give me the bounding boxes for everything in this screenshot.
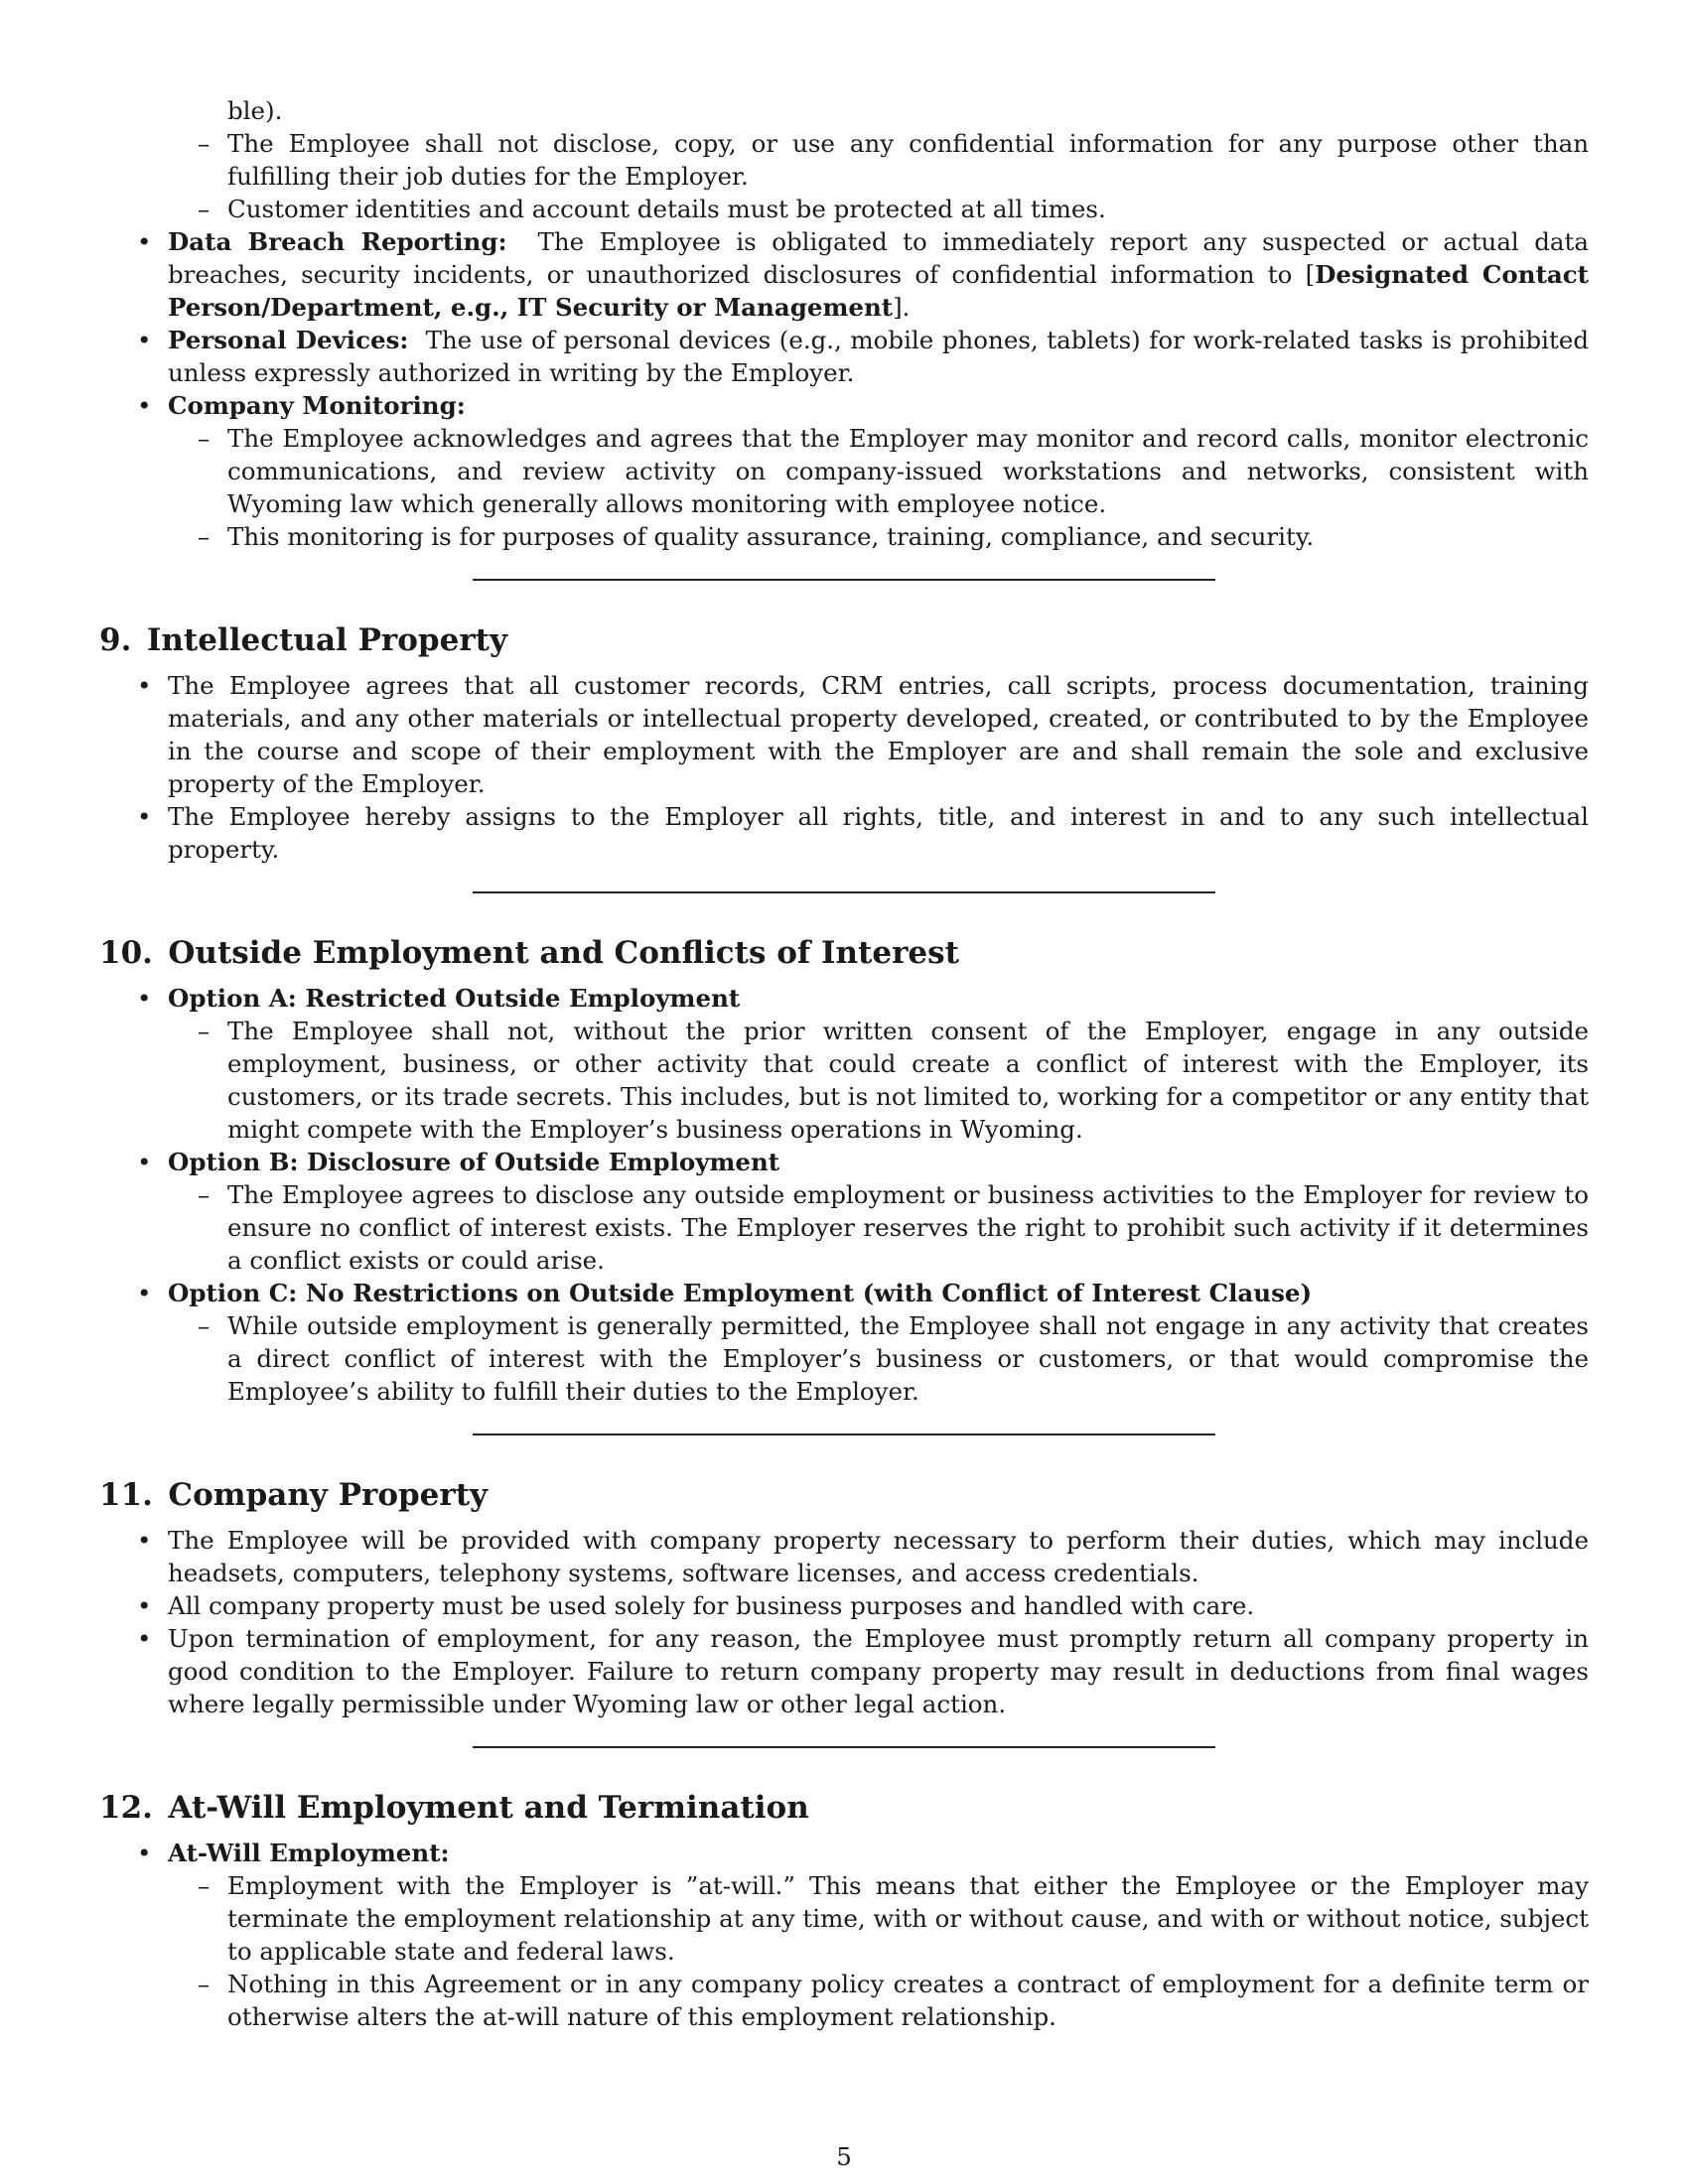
section-9-list: [99, 669, 1589, 866]
security-list: [99, 225, 1589, 553]
dash-marker: –: [198, 1180, 211, 1209]
dash-marker: –: [198, 1311, 211, 1340]
bullet-marker: •: [137, 1526, 152, 1555]
list-item: – The Employee shall not, without the prior written consent of the Employer, engage in any outside employment, business, or other activity that could create a conflict of interest with the Employer, its customers, or its trade secrets. This includes, but is not limited to, working for a competitor or any entity that might compete with the Employer’s business operations in Wyoming.: [198, 1017, 1589, 1144]
list-item: • Upon termination of employment, for any reason, the Employee must promptly return all company property in good condition to the Employer. Failure to return company property may result in deductions from final wages where legally permissible under Wyoming law or other legal action.: [137, 1624, 1589, 1718]
bullet-marker: •: [137, 1839, 152, 1867]
section-11-title: 11. Company Property: [99, 1477, 489, 1513]
dash-marker: –: [198, 1017, 211, 1045]
list-item: – Nothing in this Agreement or in any company policy creates a contract of employment for a definite term or otherwise alters the at-will nature of this employment relationship.: [198, 1970, 1589, 2031]
list-item: • The Employee will be provided with company property necessary to perform their duties, which may include headsets, computers, telephony systems, software licenses, and access credentials.: [137, 1526, 1589, 1587]
list-item: • All company property must be used solely for business purposes and handled with care.: [137, 1591, 1255, 1620]
bullet-marker: •: [137, 1624, 152, 1653]
monitoring-sub-list: [99, 422, 1589, 553]
section-11-list: [99, 1524, 1589, 1720]
bullet-marker: •: [137, 391, 152, 420]
at-will-label: At-Will Employment:: [168, 1839, 450, 1867]
data-breach-item: • Data Breach Reporting: The Employee is obligated to immediately report any suspected or actual data breaches, security incidents, or unauthorized disclosures of confidential information to [Designated Contact Person/Department, e.g., IT Security or Management].: [137, 227, 1589, 322]
list-item: – While outside employment is generally permitted, the Employee shall not engage in any activity that creates a direct conflict of interest with the Employer’s business or customers, or that would compromise the Employee’s ability to fulfill their duties to the Employer.: [198, 1311, 1589, 1406]
page-number: 5: [836, 2142, 852, 2171]
option-c-item: [99, 1277, 1589, 1408]
list-item: • The Employee hereby assigns to the Employer all rights, title, and interest in and to any such intellectual property.: [137, 802, 1589, 864]
dash-marker: –: [198, 1871, 211, 1900]
company-monitoring-item: [99, 389, 1589, 553]
list-item: • The Employee agrees that all customer records, CRM entries, call scripts, process documentation, training materials, and any other materials or intellectual property developed, created, or contributed to by the Employee in the course and scope of their employment with the Employer are and shall remain the sole and exclusive property of the Employer.: [137, 671, 1589, 798]
section-10-title: 10. Outside Employment and Conflicts of Interest: [99, 935, 959, 971]
section-12-title: 12. At-Will Employment and Termination: [99, 1790, 809, 1826]
bullet-marker: •: [137, 671, 152, 700]
confidentiality-sub-list: [99, 127, 1589, 225]
list-item: – Customer identities and account details must be protected at all times.: [198, 195, 1106, 223]
dash-marker: –: [198, 1970, 211, 1998]
bullet-marker: •: [137, 227, 152, 256]
list-item: – The Employee shall not disclose, copy, or use any confidential information for any purpose other than fulfilling their job duties for the Employer.: [198, 129, 1589, 191]
dash-marker: –: [198, 522, 211, 551]
section-12-list: [99, 1837, 1589, 2033]
bullet-marker: •: [137, 984, 152, 1013]
dash-marker: –: [198, 195, 211, 223]
option-b-item: [99, 1146, 1589, 1277]
bullet-marker: •: [137, 1279, 152, 1307]
bullet-marker: •: [137, 1591, 152, 1620]
option-a-label: Option A: Restricted Outside Employment: [168, 984, 741, 1013]
personal-devices-item: • Personal Devices: The use of personal devices (e.g., mobile phones, tablets) for work-related tasks is prohibited unless expressly authorized in writing by the Employer.: [137, 326, 1590, 387]
list-item: – This monitoring is for purposes of quality assurance, training, compliance, and security.: [198, 522, 1315, 551]
dash-marker: –: [198, 424, 211, 453]
personal-devices-label: Personal Devices:: [168, 326, 409, 354]
bullet-marker: •: [137, 326, 152, 354]
option-a-item: [99, 982, 1589, 1146]
data-breach-label: Data Breach Reporting:: [168, 227, 507, 256]
list-item: – Employment with the Employer is ”at-will.” This means that either the Employee or the Employer may terminate the employment relationship at any time, with or without cause, and with or without notice, subject to applicable state and federal laws.: [198, 1871, 1589, 1966]
bullet-marker: •: [137, 1148, 152, 1176]
bullet-marker: •: [137, 802, 152, 831]
continued-text: ble).: [227, 96, 283, 125]
company-monitoring-label: Company Monitoring:: [168, 391, 466, 420]
dash-marker: –: [198, 129, 211, 158]
designated-contact: Designated Contact Person/Department, e.g., IT Security or Management: [168, 260, 1589, 322]
section-10-list: [99, 982, 1589, 1408]
section-9-title: 9. Intellectual Property: [99, 622, 507, 658]
at-will-item: [99, 1837, 1589, 2033]
option-c-label: Option C: No Restrictions on Outside Employment (with Conflict of Interest Clause): [168, 1279, 1313, 1307]
list-item: – The Employee acknowledges and agrees that the Employer may monitor and record calls, monitor electronic communications, and review activity on company-issued workstations and networks, consistent with Wyoming law which generally allows monitoring with employee notice.: [198, 424, 1589, 518]
document-page: [99, 94, 1589, 2033]
option-b-label: Option B: Disclosure of Outside Employment: [168, 1148, 780, 1176]
list-item: – The Employee agrees to disclose any outside employment or business activities to the Employer for review to ensure no conflict of interest exists. The Employer reserves the right to prohibit such activity if it determines a conflict exists or could arise.: [198, 1180, 1589, 1275]
